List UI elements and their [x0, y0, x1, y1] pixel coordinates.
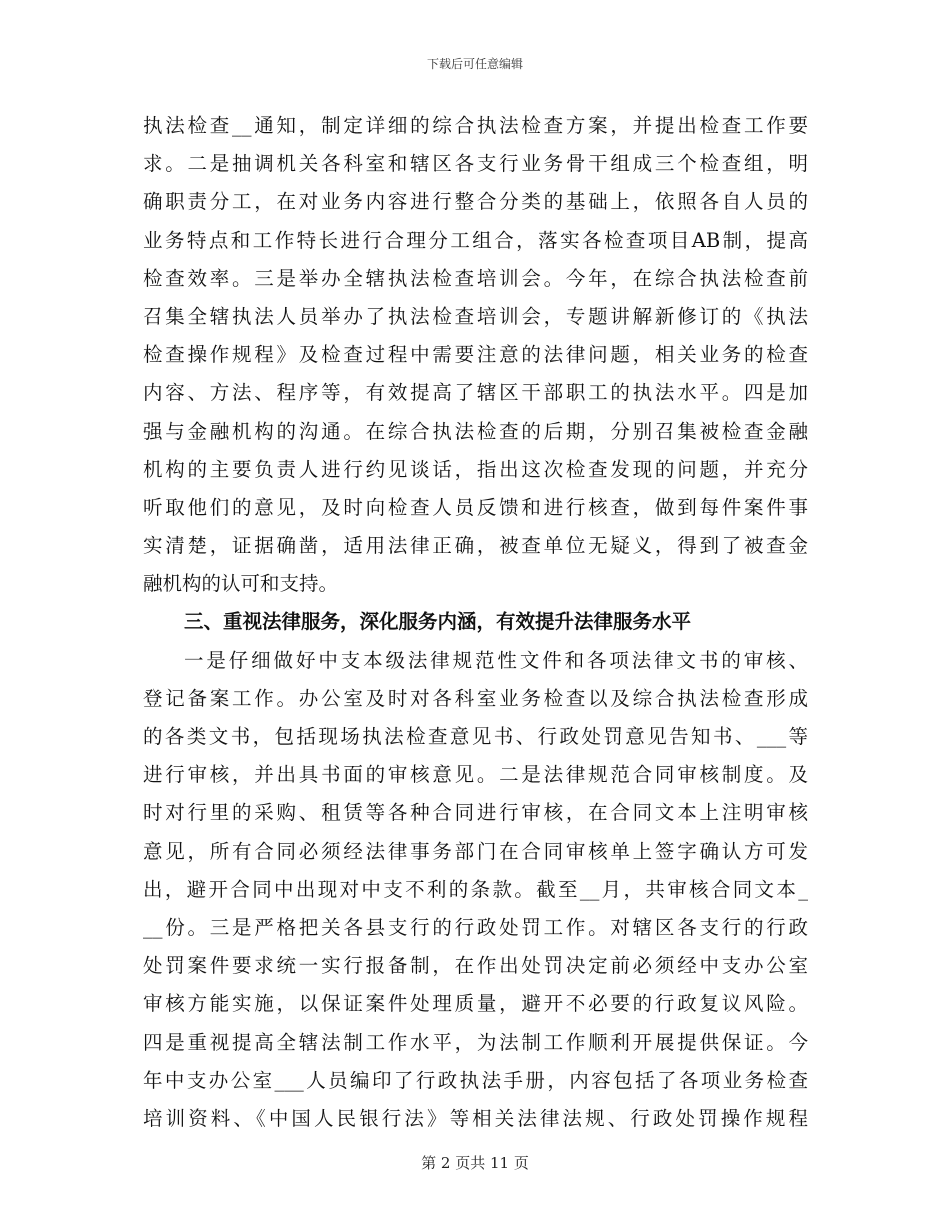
section-heading: 三、重视法律服务，深化服务内涵，有效提升法律服务水平 [184, 610, 692, 634]
text-line: 实清楚，证据确凿，适用法律正确，被查单位无疑义，得到了被查金 [143, 534, 808, 558]
text-line: 审核方能实施，以保证案件处理质量，避开不必要的行政复议风险。 [143, 992, 808, 1016]
page-header: 下载后可任意编辑 [426, 57, 523, 71]
text-line: 召集全辖执法人员举办了执法检查培训会，专题讲解新修订的《执法 [143, 304, 808, 328]
text-line: 年中支办公室___人员编印了行政执法手册，内容包括了各项业务检查 [143, 1068, 808, 1092]
text-line: 检查操作规程》及检查过程中需要注意的法律问题，相关业务的检查 [143, 343, 808, 367]
text-line: 进行审核，并出具书面的审核意见。二是法律规范合同审核制度。及 [143, 763, 808, 787]
text-line: 确职责分工，在对业务内容进行整合分类的基础上，依照各自人员的 [143, 190, 808, 214]
text-line: 融机构的认可和支持。 [143, 572, 339, 596]
text-line: __份。三是严格把关各县支行的行政处罚工作。对辖区各支行的行政 [143, 915, 808, 939]
text-line: 业务特点和工作特长进行合理分工组合，落实各检查项目AB制，提高 [143, 228, 808, 252]
text-line: 四是重视提高全辖法制工作水平，为法制工作顺利开展提供保证。今 [143, 1030, 808, 1054]
text-line: 意见，所有合同必须经法律事务部门在合同审核单上签字确认方可发 [143, 839, 808, 863]
text-line: 内容、方法、程序等，有效提高了辖区干部职工的执法水平。四是加 [143, 381, 808, 405]
text-line: 培训资料、《中国人民银行法》等相关法律法规、行政处罚操作规程 [143, 1106, 808, 1130]
text-line: 求。二是抽调机关各科室和辖区各支行业务骨干组成三个检查组，明 [143, 152, 808, 176]
text-line: 执法检查__通知，制定详细的综合执法检查方案，并提出检查工作要 [143, 114, 808, 137]
text-line: 时对行里的采购、租赁等各种合同进行审核，在合同文本上注明审核 [143, 801, 808, 825]
text-line: 处罚案件要求统一实行报备制，在作出处罚决定前必须经中支办公室 [143, 954, 808, 978]
text-line: 机构的主要负责人进行约见谈话，指出这次检查发现的问题，并充分 [143, 457, 808, 481]
page-footer: 第 2 页共 11 页 [421, 1154, 529, 1172]
text-line: 出，避开合同中出现对中支不利的条款。截至__月，共审核合同文本_ [143, 877, 808, 901]
body-text [143, 107, 808, 1138]
text-line: 的各类文书，包括现场执法检查意见书、行政处罚意见告知书、___等 [143, 725, 808, 748]
text-line: 检查效率。三是举办全辖执法检查培训会。今年，在综合执法检查前 [143, 266, 808, 290]
text-line: 登记备案工作。办公室及时对各科室业务检查以及综合执法检查形成 [143, 686, 808, 710]
text-line: 一是仔细做好中支本级法律规范性文件和各项法律文书的审核、 [184, 648, 808, 672]
text-line: 强与金融机构的沟通。在综合执法检查的后期，分别召集被检查金融 [143, 419, 808, 443]
text-line: 听取他们的意见，及时向检查人员反馈和进行核查，做到每件案件事 [143, 495, 808, 519]
